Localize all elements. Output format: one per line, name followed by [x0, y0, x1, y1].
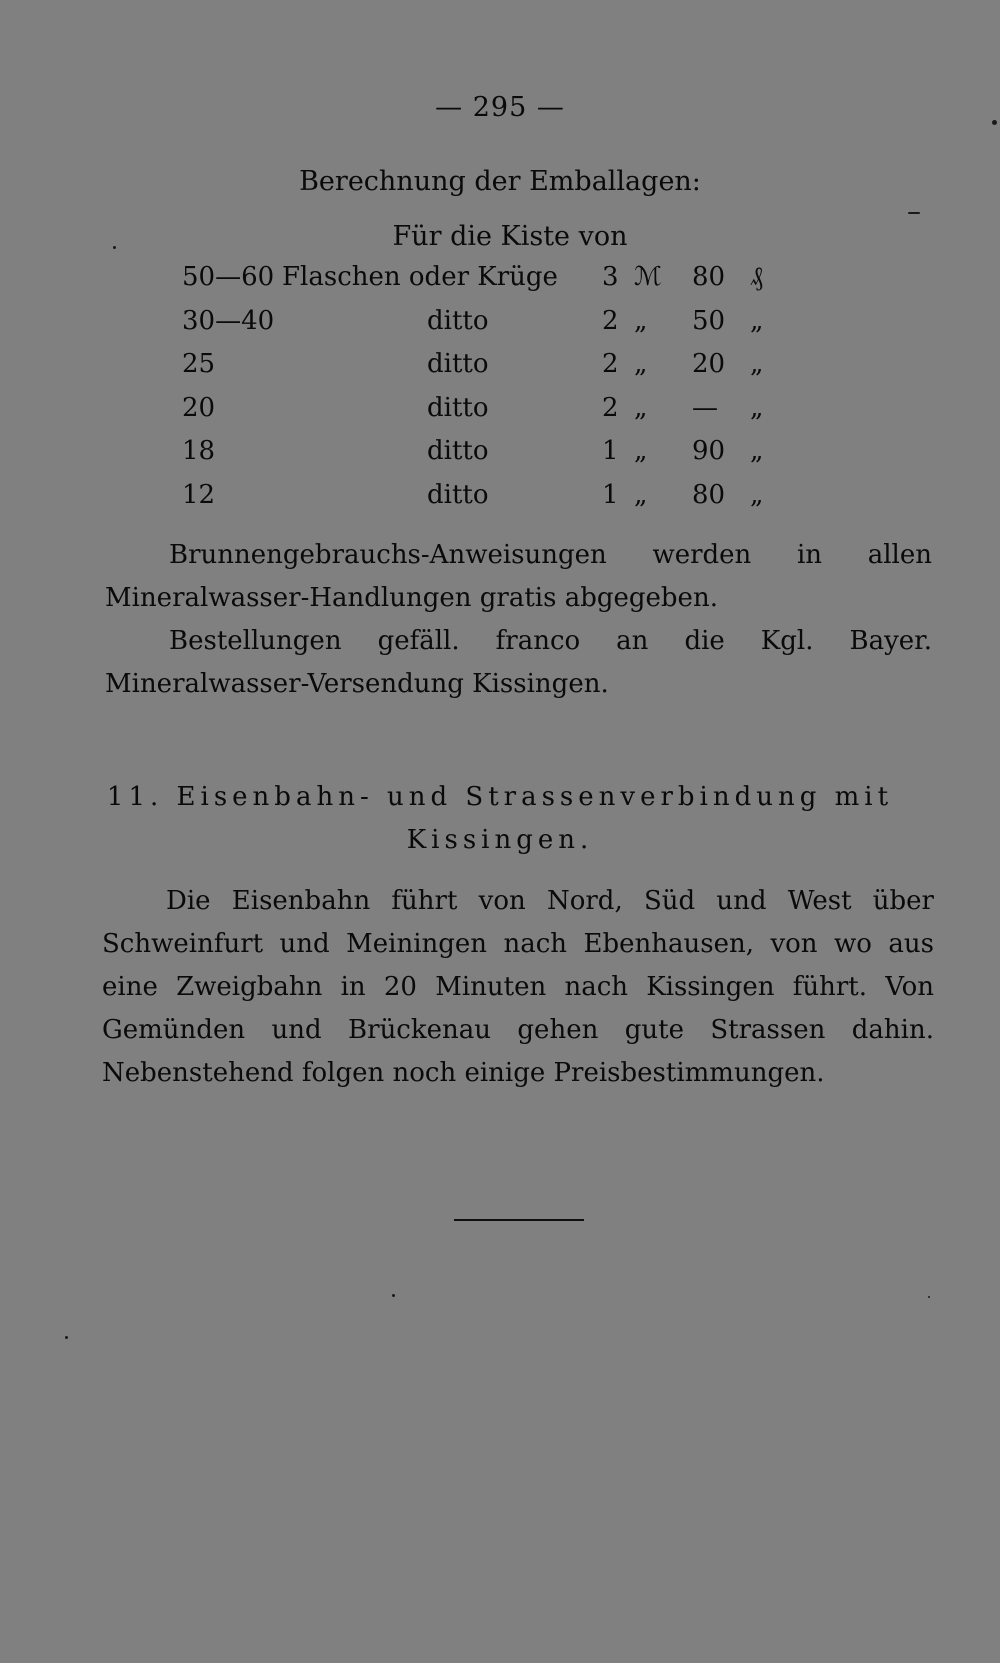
- row-description: Flaschen oder Krüge: [282, 262, 558, 292]
- row-mark: 2: [602, 305, 619, 336]
- table-row: [182, 262, 802, 306]
- row-quantity: 30—40: [182, 305, 275, 336]
- table-row: [182, 436, 802, 480]
- table-row: [182, 306, 802, 350]
- ditto-mark: „: [634, 479, 648, 510]
- ditto-mark: „: [750, 479, 764, 510]
- ditto-mark: „: [634, 305, 648, 336]
- row-quantity: 12: [182, 479, 216, 510]
- paragraph-orders: [105, 620, 932, 706]
- table-title: Berechnung der Emballagen:: [299, 166, 701, 197]
- section-title: [0, 776, 1000, 862]
- row-description: ditto: [427, 479, 489, 510]
- row-pfennig: 80: [692, 479, 726, 510]
- ditto-mark: „: [750, 436, 764, 466]
- table-row: [182, 349, 802, 393]
- section-divider: [454, 1219, 584, 1221]
- ditto-mark: „: [634, 436, 648, 466]
- row-pfennig: 20: [692, 349, 726, 379]
- paragraph-railway: [102, 880, 934, 1095]
- scan-speck: [65, 1336, 68, 1339]
- paragraph-text: Brunnengebrauchs-Anweisungen werden in allen Mineralwasser-Handlungen gratis abgegeben.: [105, 540, 932, 613]
- page-number: — 295 —: [435, 92, 565, 123]
- paragraph-instructions: [105, 534, 932, 620]
- row-mark: 1: [602, 479, 619, 510]
- scan-speck: [908, 212, 920, 214]
- row-quantity: 25: [182, 349, 216, 379]
- row-pfennig: 50: [692, 305, 726, 336]
- row-description: ditto: [427, 349, 489, 379]
- row-mark: 2: [602, 349, 619, 379]
- mark-symbol: ℳ: [634, 262, 662, 292]
- price-table: [182, 262, 802, 523]
- row-quantity: 20: [182, 392, 216, 423]
- section-title-line: 11. Eisenbahn- und Strassenverbindung mit: [106, 782, 894, 812]
- row-mark: 2: [602, 392, 619, 423]
- scan-speck: [113, 246, 116, 249]
- row-quantity: 18: [182, 436, 216, 466]
- row-description: ditto: [427, 305, 489, 336]
- row-mark: 3: [602, 262, 619, 292]
- row-pfennig: —: [692, 392, 718, 423]
- row-mark: 1: [602, 436, 619, 466]
- scan-speck: [992, 120, 997, 125]
- ditto-mark: „: [750, 392, 764, 423]
- row-quantity: 50—60: [182, 262, 275, 292]
- row-description: ditto: [427, 436, 489, 466]
- table-subtitle: Für die Kiste von: [392, 221, 628, 252]
- scan-speck: [928, 1296, 930, 1298]
- ditto-mark: „: [634, 392, 648, 423]
- scan-speck: [392, 1294, 395, 1297]
- row-pfennig: 90: [692, 436, 726, 466]
- row-pfennig: 80: [692, 262, 726, 292]
- ditto-mark: „: [750, 305, 764, 336]
- ditto-mark: „: [634, 349, 648, 379]
- ditto-mark: „: [750, 349, 764, 379]
- row-description: ditto: [427, 392, 489, 423]
- table-row: [182, 480, 802, 524]
- paragraph-text: Die Eisenbahn führt von Nord, Süd und West über Schweinfurt und Meiningen nach Ebenhausen, von wo aus eine Zweigbahn in 20 Minuten nach Kissingen führt. Von Gemünden und Brückenau gehen gute Strassen dahin. Nebenstehend folgen noch einige Preisbestimmungen.: [102, 886, 934, 1088]
- table-row: [182, 393, 802, 437]
- pfennig-symbol: ₰: [750, 262, 763, 292]
- paragraph-text: Bestellungen gefäll. franco an die Kgl. Bayer. Mineralwasser-Versendung Kissingen.: [105, 626, 932, 699]
- section-title-line: Kissingen.: [406, 825, 594, 855]
